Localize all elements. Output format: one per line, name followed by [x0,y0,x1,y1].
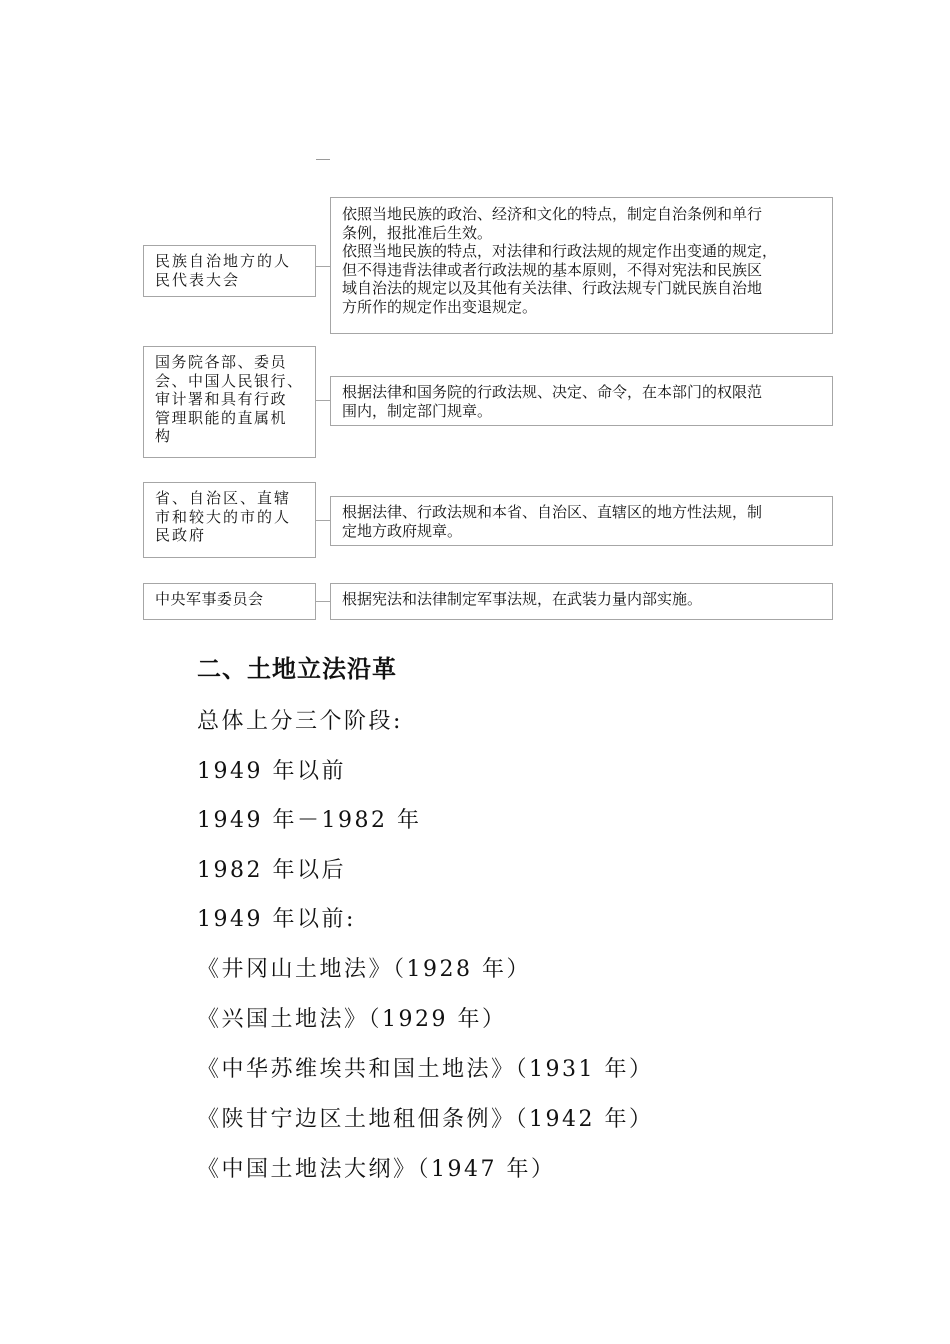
authority-line: 构 [155,427,172,445]
connector-line [316,520,330,521]
authority-box-central-military-commission [143,583,316,620]
authority-line: 国务院各部、委员 [155,353,288,371]
section-heading: 二、土地立法沿革 [197,654,397,683]
power-line: 定地方政府规章。 [342,521,463,540]
authority-line: 管理职能的直属机 [155,408,288,427]
power-line: 但不得违背法律或者行政法规的基本原则，不得对宪法和民族区 [342,260,763,279]
paragraph: 1949 年－1982 年 [197,808,422,833]
authority-line: 审计署和具有行政 [155,390,288,408]
authority-line: 民族自治地方的人 [155,252,292,270]
power-line: 条例，报批准后生效。 [342,223,493,242]
power-box-ethnic-autonomous-congress [330,197,833,334]
authority-line: 中央军事委员会 [155,590,264,608]
power-line: 根据法律、行政法规和本省、自治区、直辖区的地方性法规，制 [342,503,763,521]
top-dash [316,159,330,160]
authority-line: 民代表大会 [155,270,241,289]
power-box-provincial-government [330,496,833,546]
power-line: 根据宪法和法律制定军事法规，在武装力量内部实施。 [342,590,703,608]
paragraph: 1949 年以前: [197,907,356,932]
power-box-state-council-departments [330,376,833,426]
paragraph: 《中华苏维埃共和国土地法》（1931 年） [197,1057,654,1082]
power-line: 依照当地民族的特点，对法律和行政法规的规定作出变通的规定， [342,242,778,260]
authority-box-state-council-departments [143,346,316,458]
power-line: 域自治法的规定以及其他有关法律、行政法规专门就民族自治地 [342,279,763,297]
paragraph: 总体上分三个阶段: [197,709,403,734]
power-line: 依照当地民族的政治、经济和文化的特点，制定自治条例和单行 [342,205,763,223]
authority-box-ethnic-autonomous-congress [143,245,316,297]
authority-box-provincial-government [143,482,316,558]
power-line: 根据法律和国务院的行政法规、决定、命令，在本部门的权限范 [342,383,763,401]
connector-line [316,601,330,602]
paragraph: 《中国土地法大纲》（1947 年） [197,1157,556,1182]
authority-line: 会、中国人民银行、 [155,371,304,390]
paragraph: 《兴国土地法》（1929 年） [197,1007,507,1032]
connector-line [316,400,330,401]
power-box-central-military-commission [330,583,833,620]
power-line: 围内，制定部门规章。 [342,401,493,420]
paragraph: 《井冈山土地法》（1928 年） [197,957,531,982]
authority-line: 民政府 [155,526,207,544]
authority-line: 省、自治区、直辖 [155,489,292,507]
paragraph: 1949 年以前 [197,759,346,784]
authority-line: 市和较大的市的人 [155,507,292,526]
paragraph: 《陕甘宁边区土地租佃条例》（1942 年） [197,1107,654,1132]
paragraph: 1982 年以后 [197,858,346,883]
power-line: 方所作的规定作出变退规定。 [342,297,538,316]
connector-line [316,266,330,267]
